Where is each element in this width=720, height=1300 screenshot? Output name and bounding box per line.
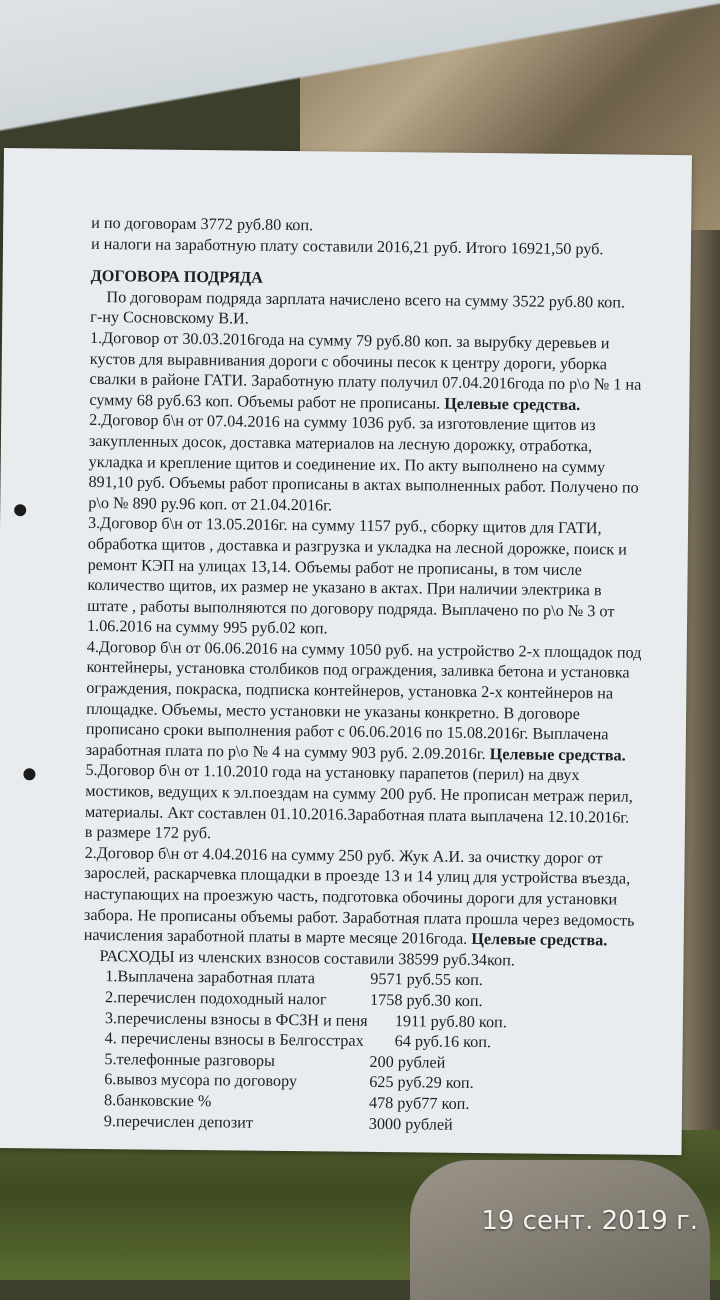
paragraph-line: ремонт КЭП на улицах 13,14. Объемы работ не прописаны, в том числе <box>87 555 582 579</box>
paragraph-line: свалки в районе ГАТИ. Заработную плату получил 07.04.2016года по р\о № 1 на <box>89 370 642 394</box>
paragraph-line: кустов для выравнивания дороги с обочины песок к центру дороги, уборка <box>89 349 608 373</box>
document-page <box>0 148 692 1155</box>
intro-line: и налоги на заработную плату составили 2016,21 руб. Итого 16921,50 руб. <box>90 234 604 258</box>
paragraph-line: закупленных досок, доставка материалов на лесную дорожку, отработка, <box>88 431 593 456</box>
paragraph-line: ограждения, покраска, подписка контейнеров, установка 2-х контейнеров на <box>86 678 614 703</box>
paragraph-line: 3.Договор б\н от 13.05.2016г. на сумму 1157 руб., сборку щитов для ГАТИ, <box>87 514 602 538</box>
document-text <box>82 213 667 1137</box>
intro-line: и по договорам 3772 руб.80 коп. <box>91 213 314 235</box>
paragraph-line: площадке. Объемы, место установки не указаны конкретно. В договоре <box>86 699 580 723</box>
punch-hole <box>14 504 26 516</box>
paragraph-line: 1.06.2016 на сумму 995 руб.02 коп. <box>86 617 328 638</box>
photo-date-stamp: 19 сент. 2019 г. <box>481 1206 698 1236</box>
background-file-sleeve <box>0 0 720 160</box>
paragraph-line: 2.Договор б\н от 07.04.2016 на сумму 1036 руб. за изготовление щитов из <box>89 411 596 435</box>
paragraph-line: прописано сроки выполнения работ с 06.06.2016 по 15.08.2016г. Выплачена <box>85 720 609 744</box>
paragraph-line: 1.Договор от 30.03.2016года на сумму 79 руб.80 коп. за вырубку деревьев и <box>89 328 610 353</box>
target-funds-label: Целевые средства. <box>489 744 626 765</box>
paragraph-line: р\о № 890 ру.96 коп. от 21.04.2016г. <box>88 493 333 515</box>
expense-label: 6.вывоз мусора по договору <box>104 1070 298 1091</box>
expense-value: 478 руб77 коп. <box>368 1093 470 1113</box>
paragraph-line: штате , работы выполняются по договору подряда. Выплачено по р\о № 3 от <box>87 596 615 621</box>
paragraph-line: забора. Не прописаны объемы работ. Заработная плата прошла через ведомость <box>83 905 635 930</box>
punch-hole <box>23 768 35 780</box>
expense-value: 64 руб.16 коп. <box>394 1032 492 1052</box>
paragraph-line: зарослей, раскарчевка площадки в проезде 13 и 14 улиц для устройства въезда, <box>84 864 631 889</box>
paragraph-text: сумму 68 руб.63 коп. Объемы работ не прописаны. <box>89 390 445 413</box>
paragraph-line: 4.Договор б\н от 06.06.2016 на сумму 1050 руб. на устройство 2-х площадок под <box>86 637 642 662</box>
expenses-heading: РАСХОДЫ из членских взносов составили 38599 руб.34коп. <box>99 946 515 970</box>
paragraph-line: контейнеры, установка столбиков под ограждения, заливка бетона и установка <box>86 658 630 683</box>
section-heading: ДОГОВОРА ПОДРЯДА <box>90 267 264 287</box>
paragraph-text: начисления заработной платы в марте месяце 2016года. <box>83 926 472 949</box>
paragraph-line: количество щитов, их размер не указано в актах. При наличии электрика в <box>87 575 602 600</box>
expense-label: 2.перечислен подоходный налог <box>105 988 327 1009</box>
paragraph-line: 891,10 руб. Объемы работ прописаны в актах выполненных работ. Получено по <box>88 473 639 497</box>
expense-label: 5.телефонные разговоры <box>104 1049 276 1070</box>
expense-label: 4. перечислены взносы в Белгосстрах <box>104 1029 364 1050</box>
expense-value: 1758 руб.30 коп. <box>370 990 483 1011</box>
paragraph-line: мостиков, ведущих к эл.поездам на сумму 200 руб. Не прописан метраж перил, <box>85 781 633 806</box>
expense-value: 200 рублей <box>369 1052 446 1072</box>
paragraph-line: обработка щитов , доставка и разгрузка и укладка на лесной дорожке, поиск и <box>87 534 628 559</box>
paragraph-line: материалы. Акт составлен 01.10.2016.Заработная плата выплачена 12.10.2016г. <box>84 802 630 827</box>
expense-label: 8.банковские % <box>103 1091 212 1111</box>
target-funds-label: Целевые средства. <box>471 930 608 950</box>
paragraph-line: По договорам подряда зарплата начислено всего на сумму 3522 руб.80 коп. <box>106 287 626 312</box>
expense-value: 3000 рублей <box>368 1114 453 1134</box>
expense-label: 3.перечислены взносы в ФСЗН и пеня <box>104 1008 368 1030</box>
expense-label: 1.Выплачена заработная плата <box>105 967 316 988</box>
paragraph-line: г-ну Сосновскому В.И. <box>90 308 249 328</box>
paragraph-line: наступающих на проезжую часть, подготовка обочины дороги для установки <box>84 884 618 909</box>
paragraph-line: 2.Договор б\н от 4.04.2016 на сумму 250 руб. Жук А.И. за очистку дорог от <box>84 843 603 868</box>
paragraph-line: укладка и крепление щитов и соединение их. По акту выполнено на сумму <box>88 452 606 476</box>
expense-value: 1911 руб.80 коп. <box>394 1011 507 1031</box>
paragraph-text: заработная плата по р\о № 4 на сумму 903 руб. 2.09.2016г. <box>85 740 490 763</box>
paragraph-line: 5.Договор б\н от 1.10.2010 года на установку парапетов (перил) на двух <box>85 761 580 785</box>
paragraph-line: в размере 172 руб. <box>84 823 212 843</box>
target-funds-label: Целевые средства. <box>444 394 581 414</box>
expense-label: 9.перечислен депозит <box>103 1111 254 1132</box>
expense-value: 625 руб.29 коп. <box>369 1073 474 1093</box>
expense-value: 9571 руб.55 коп. <box>370 970 483 990</box>
